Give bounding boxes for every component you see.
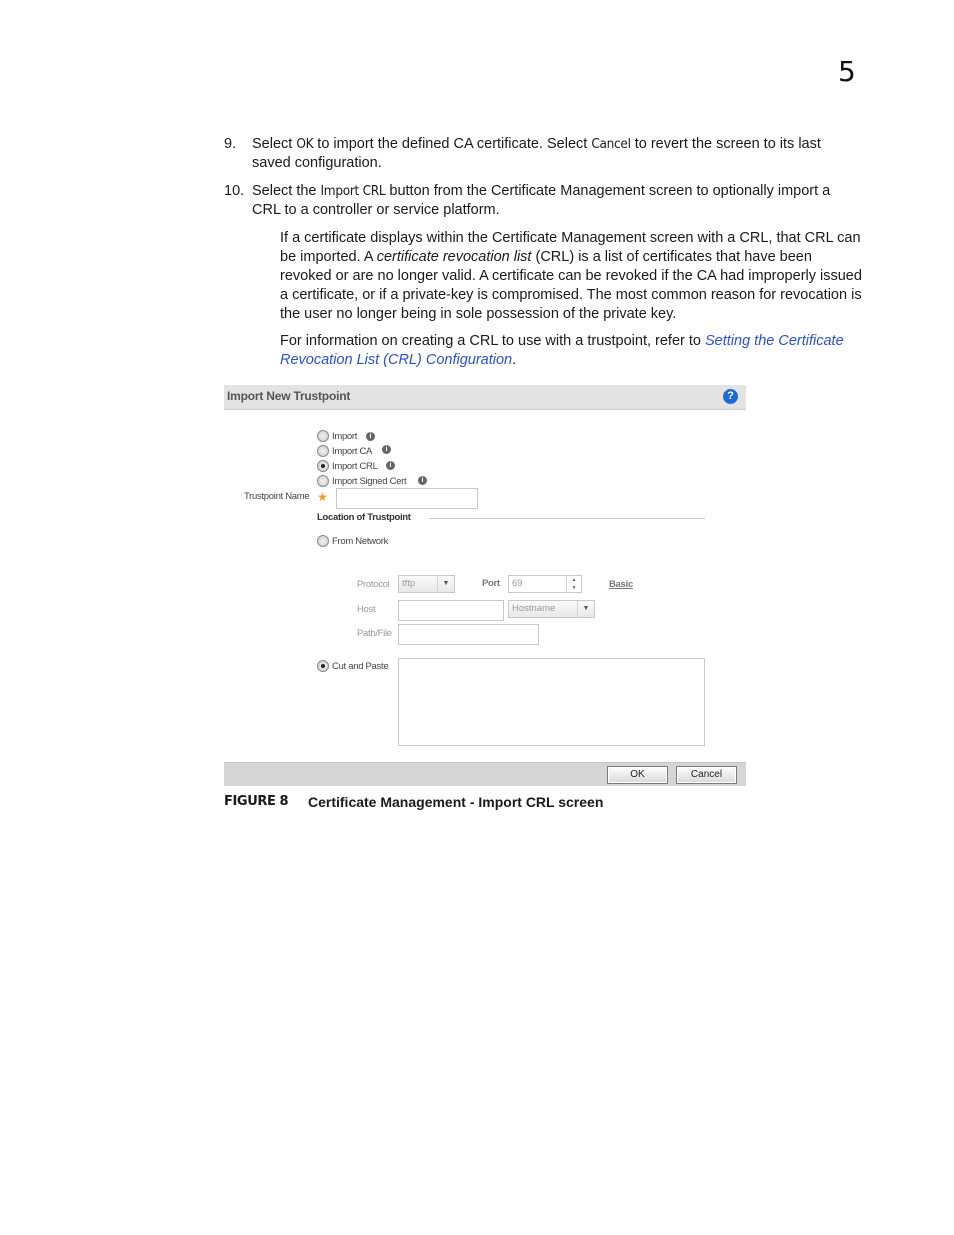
step-text: Select	[252, 136, 297, 152]
section-divider	[429, 518, 705, 519]
dialog-title: Import New Trustpoint	[227, 389, 351, 403]
info-icon[interactable]: i	[386, 461, 395, 470]
host-type-select[interactable]	[508, 600, 595, 618]
location-heading: Location of Trustpoint	[317, 512, 411, 523]
crl-config-link[interactable]: Revocation List (CRL) Configuration	[280, 352, 513, 368]
stepper-down-icon[interactable]: ▼	[571, 585, 577, 591]
step-number: 10.	[224, 183, 245, 199]
path-input[interactable]	[398, 624, 539, 645]
paragraph-line: be imported. A	[280, 249, 377, 265]
info-icon[interactable]: i	[382, 445, 391, 454]
radio-from-network[interactable]	[317, 535, 329, 547]
radio-import-ca[interactable]	[317, 445, 329, 457]
paragraph-line: For information on creating a CRL to use with a trustpoint, refer to	[280, 333, 705, 349]
required-star-icon: ★	[317, 490, 328, 504]
cancel-button[interactable]: Cancel	[676, 766, 737, 784]
protocol-select[interactable]	[398, 575, 455, 593]
cut-and-paste-label: Cut and Paste	[332, 661, 389, 672]
from-network-label: From Network	[332, 536, 389, 547]
trustpoint-name-label: Trustpoint Name	[244, 491, 310, 502]
step-text: Select the	[252, 183, 321, 199]
trustpoint-name-input[interactable]	[336, 488, 478, 509]
radio-import-signed-cert[interactable]	[317, 475, 329, 487]
cut-and-paste-textarea[interactable]	[398, 658, 705, 746]
step-text: to revert the screen to its last	[630, 136, 821, 152]
host-label: Host	[357, 604, 376, 615]
step-9-text	[252, 135, 872, 173]
paragraph-line: revoked or are no longer valid. A certificate can be revoked if the CA had improperly issued	[280, 268, 862, 284]
import-trustpoint-dialog	[224, 385, 746, 785]
path-label: Path/File	[357, 628, 392, 639]
chevron-down-icon: ▼	[577, 601, 594, 617]
figure-caption: Certificate Management - Import CRL screen	[308, 794, 604, 810]
radio-cut-and-paste[interactable]	[317, 660, 329, 672]
port-label: Port	[482, 578, 500, 589]
paragraph-line: a certificate, or if a private-key is compromised. The most common reason for revocation is	[280, 287, 862, 303]
radio-import-signed-cert-label: Import Signed Cert	[332, 476, 407, 487]
chapter-number: 5	[838, 55, 856, 88]
info-icon[interactable]: i	[366, 432, 375, 441]
port-input[interactable]	[508, 575, 582, 593]
step-text: CRL to a controller or service platform.	[252, 202, 500, 218]
crl-description-paragraph	[280, 229, 880, 324]
radio-import-label: Import	[332, 431, 358, 442]
ui-term-cancel: Cancel	[591, 136, 631, 152]
term-emphasis: certificate revocation list	[376, 249, 532, 265]
paragraph-line: the user no longer being in sole possession of the private key.	[280, 306, 677, 322]
step-text: to import the defined CA certificate. Select	[313, 136, 592, 152]
stepper-up-icon[interactable]: ▲	[571, 577, 577, 583]
port-value: 69	[512, 578, 523, 589]
step-text: button from the Certificate Management screen to optionally import a	[385, 183, 831, 199]
ui-term-import-crl: Import CRL	[320, 183, 386, 199]
crl-reference-paragraph	[280, 332, 880, 370]
crl-config-link[interactable]: Setting the Certificate	[705, 333, 844, 349]
dialog-footer	[224, 762, 746, 786]
radio-import-crl[interactable]	[317, 460, 329, 472]
figure-label: FIGURE 8	[224, 794, 289, 809]
paragraph-line: .	[512, 352, 517, 368]
protocol-value: tftp	[402, 578, 416, 589]
chevron-down-icon: ▼	[437, 576, 454, 592]
radio-import[interactable]	[317, 430, 329, 442]
ok-button[interactable]: OK	[607, 766, 668, 784]
ui-term-ok: OK	[296, 136, 314, 152]
step-number: 9.	[224, 136, 237, 152]
paragraph-line: If a certificate displays within the Certificate Management screen with a CRL, that CRL can	[280, 230, 861, 246]
stepper-icon[interactable]	[566, 576, 581, 592]
help-icon[interactable]: ?	[723, 389, 738, 404]
protocol-label: Protocol	[357, 579, 390, 590]
paragraph-line: (CRL) is a list of certificates that have been	[531, 249, 812, 265]
step-text: saved configuration.	[252, 155, 382, 171]
radio-import-crl-label: Import CRL	[332, 461, 378, 472]
step-10-text	[252, 182, 872, 220]
host-type-value: Hostname	[512, 603, 556, 614]
dialog-header	[224, 385, 746, 410]
basic-link[interactable]: Basic	[609, 579, 633, 590]
host-input[interactable]	[398, 600, 504, 621]
info-icon[interactable]: i	[418, 476, 427, 485]
radio-import-ca-label: Import CA	[332, 446, 373, 457]
